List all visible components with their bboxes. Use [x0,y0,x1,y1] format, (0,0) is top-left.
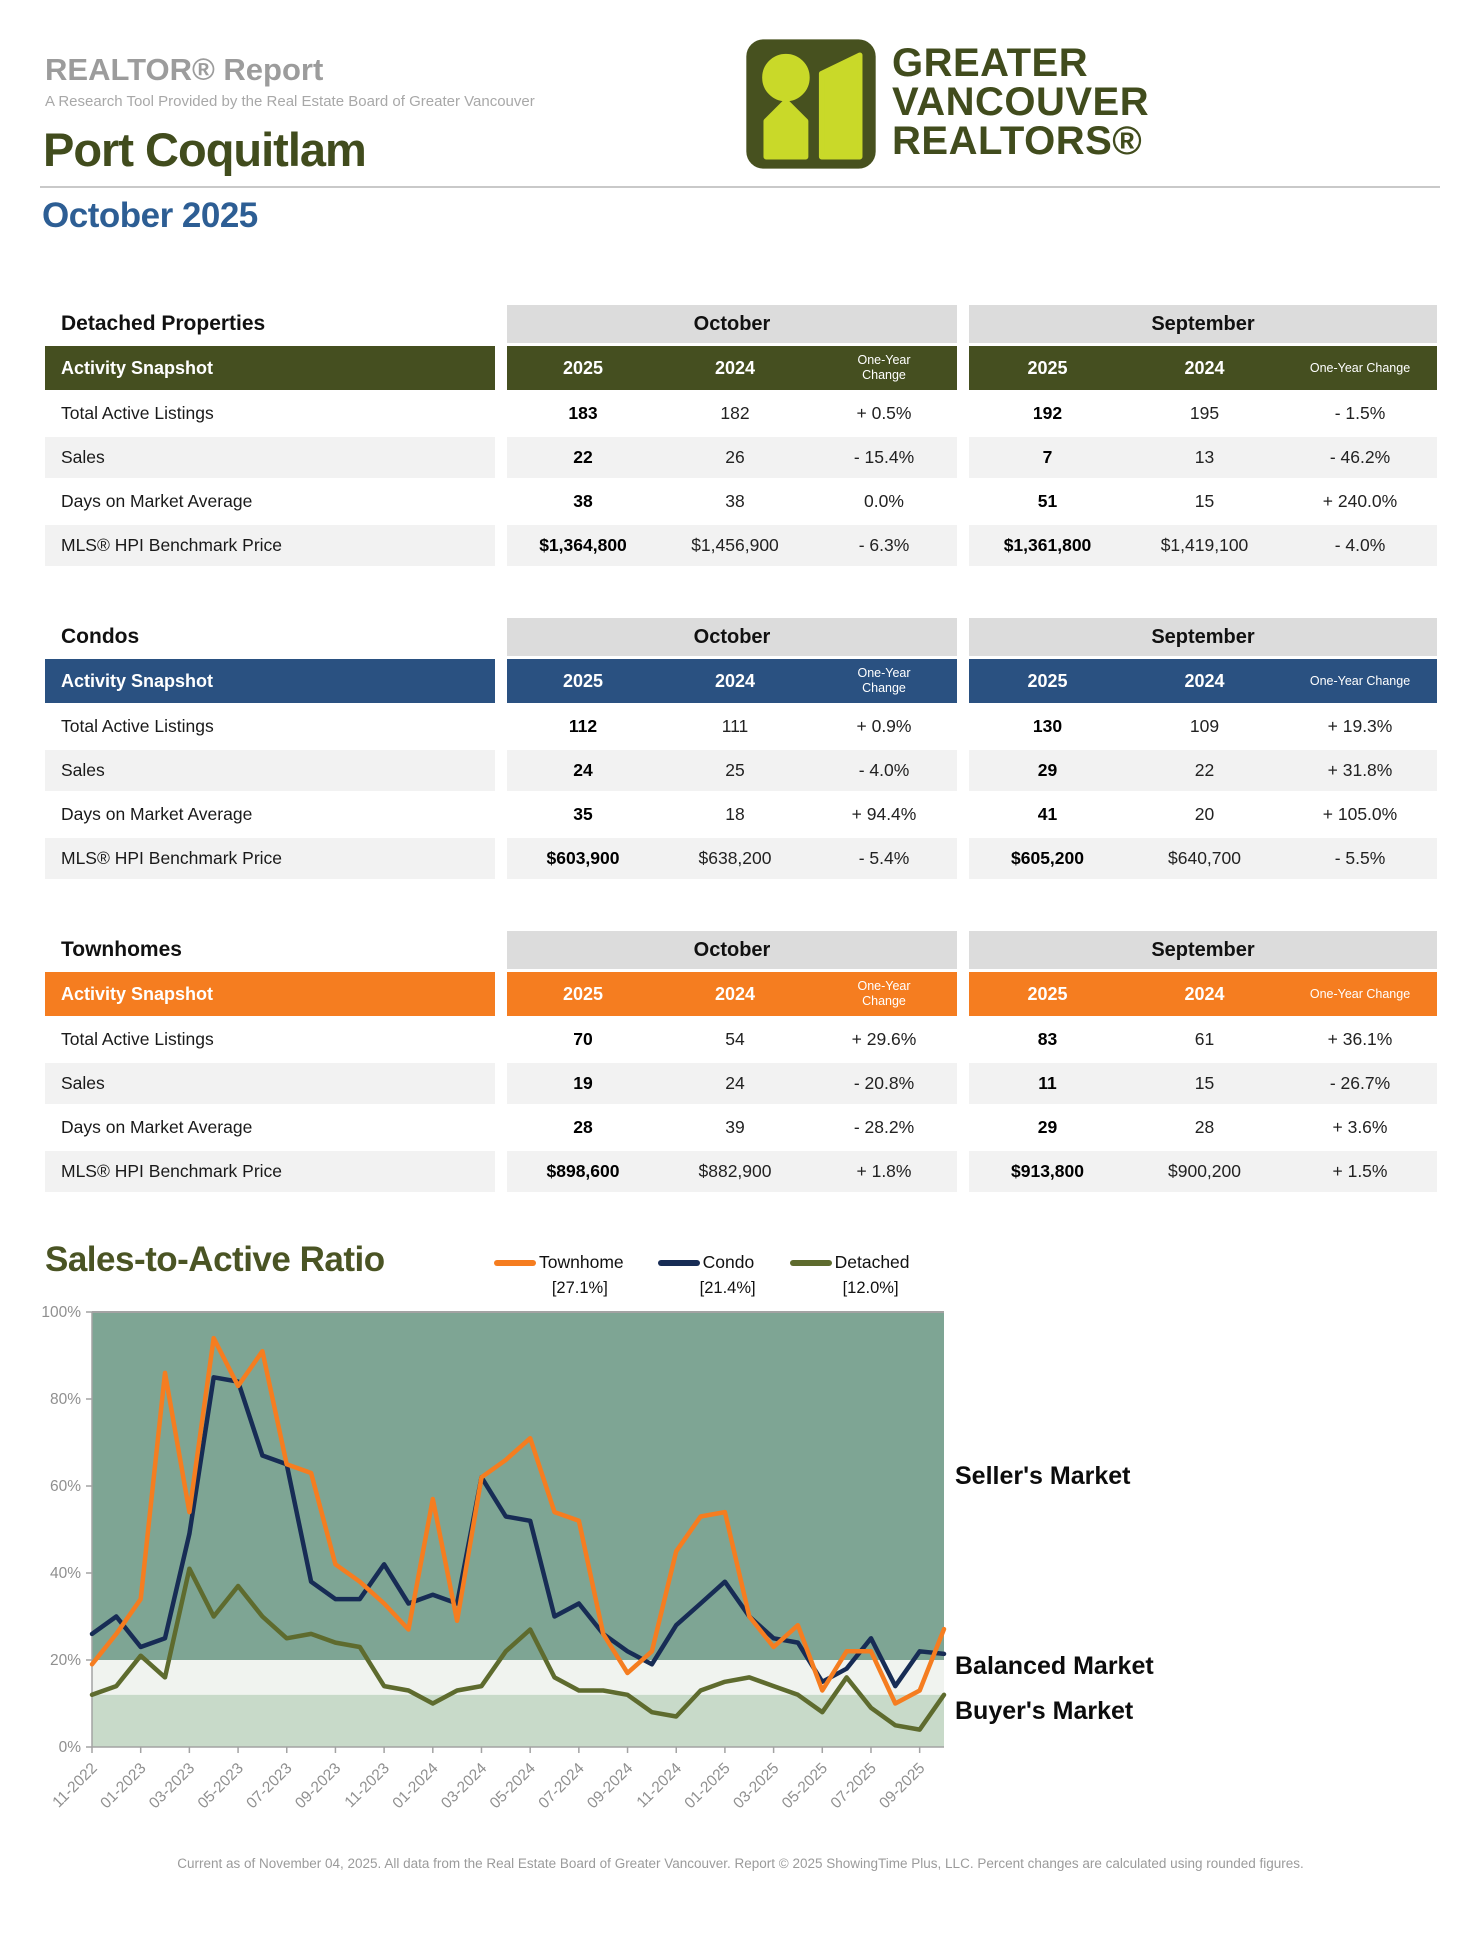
report-title: REALTOR® Report [45,52,324,87]
row-label: Days on Market Average [61,491,253,511]
value-cell: $1,364,800 [507,525,659,566]
activity-snapshot-label: Activity Snapshot [45,346,495,390]
value-cell: 18 [725,804,745,824]
value-cell: 51 [1037,491,1058,511]
section-title: Condos [61,625,140,648]
chart-title: Sales-to-Active Ratio [45,1240,385,1279]
column-gap [957,346,969,390]
area-title: Port Coquitlam [43,123,366,176]
value-cell: - 26.7% [1283,1063,1437,1104]
column-gap [495,618,507,656]
column-gap [957,305,969,343]
column-gap [957,437,969,478]
row-label: Total Active Listings [61,716,214,736]
row-label: Days on Market Average [61,1117,253,1137]
y-axis-label: 20% [49,1652,81,1669]
column-gap [495,525,507,566]
table-row [45,1019,1437,1060]
balanced-market-label: Balanced Market [955,1652,1154,1680]
value-cell: $898,600 [507,1151,659,1192]
value-cell: - 1.5% [1334,403,1386,423]
column-gap [495,706,507,747]
value-cell: - 6.3% [811,525,957,566]
x-axis-label: 09-2024 [584,1759,637,1813]
x-axis-label: 09-2023 [292,1759,345,1813]
value-cell: 182 [720,403,750,423]
table-row [45,525,1437,566]
year-header: 2025 [969,972,1126,1016]
row-label: Total Active Listings [61,1029,214,1049]
column-gap [495,838,507,879]
brand-line-1: GREATER [892,41,1089,85]
value-cell: $605,200 [969,838,1126,879]
year-header: 2025 [969,346,1126,390]
table-row [45,481,1437,522]
column-gap [495,481,507,522]
value-cell: 24 [659,1063,811,1104]
report-subtitle: A Research Tool Provided by the Real Estate Board of Greater Vancouver [45,93,535,110]
table-row [45,437,1437,478]
property-table [45,305,1437,569]
value-cell: - 28.2% [853,1117,915,1137]
x-axis-label: 05-2025 [778,1759,832,1813]
column-group-september: September [969,931,1437,969]
row-label: Days on Market Average [61,804,253,824]
value-cell: 7 [969,437,1126,478]
column-gap [495,750,507,791]
value-cell: 192 [1032,403,1063,423]
value-cell: - 4.0% [1283,525,1437,566]
property-table [45,618,1437,882]
y-axis-label: 100% [41,1304,81,1321]
value-cell: 19 [507,1063,659,1104]
table-header-row [45,346,1437,390]
value-cell: 24 [507,750,659,791]
table-row [45,1151,1437,1192]
value-cell: 39 [725,1117,745,1137]
value-cell: 111 [721,716,749,736]
value-cell: $900,200 [1126,1151,1283,1192]
x-axis-label: 03-2024 [438,1759,491,1813]
row-label: MLS® HPI Benchmark Price [45,525,495,566]
value-cell: + 1.8% [811,1151,957,1192]
x-axis-label: 07-2025 [827,1759,880,1813]
value-cell: 29 [969,750,1126,791]
row-label: Total Active Listings [61,403,214,423]
x-axis-label: 11-2023 [341,1759,393,1812]
year-header: 2024 [659,659,811,703]
table-row [45,838,1437,879]
column-gap [957,794,969,835]
value-cell: $882,900 [659,1151,811,1192]
value-cell: 61 [1194,1029,1215,1049]
legend-current-value: [12.0%] [842,1279,899,1297]
year-header: 2025 [507,659,659,703]
column-gap [957,1151,969,1192]
value-cell: 112 [568,716,598,736]
column-group-october: October [507,305,957,343]
year-header: 2024 [1126,346,1283,390]
value-cell: 15 [1126,1063,1283,1104]
column-gap [957,525,969,566]
value-cell: + 29.6% [851,1029,917,1049]
value-cell: 20 [1194,804,1215,824]
market-zone [92,1695,944,1747]
one-year-change-header: One-Year Change [1283,659,1437,703]
y-axis-label: 40% [49,1565,81,1582]
column-gap [957,393,969,434]
column-gap [957,706,969,747]
column-gap [495,305,507,343]
value-cell: 11 [969,1063,1126,1104]
value-cell: 109 [1189,716,1220,736]
value-cell: 38 [573,491,593,511]
row-label: MLS® HPI Benchmark Price [45,838,495,879]
column-gap [957,1107,969,1148]
table-row [45,1063,1437,1104]
table-row [45,1107,1437,1148]
value-cell: 38 [725,491,745,511]
value-cell: 70 [573,1029,593,1049]
table-row [45,750,1437,791]
value-cell: + 31.8% [1283,750,1437,791]
table-caption-row [45,618,1437,656]
value-cell: 28 [1194,1117,1215,1137]
year-header: 2024 [1126,659,1283,703]
x-axis-label: 11-2024 [633,1759,686,1812]
value-cell: $1,419,100 [1126,525,1283,566]
column-gap [957,481,969,522]
value-cell: 13 [1126,437,1283,478]
y-axis-label: 80% [49,1391,81,1408]
sellers-market-label: Seller's Market [955,1462,1131,1490]
section-title: Townhomes [61,938,182,961]
value-cell: + 105.0% [1322,804,1398,824]
value-cell: + 1.5% [1283,1151,1437,1192]
value-cell: + 19.3% [1327,716,1393,736]
legend-series-name: Condo [702,1252,755,1272]
value-cell: 130 [1032,716,1063,736]
x-axis-label: 03-2023 [145,1759,199,1813]
table-header-row [45,972,1437,1016]
buyers-market-label: Buyer's Market [955,1697,1134,1725]
column-gap [495,437,507,478]
x-axis-label: 01-2024 [389,1759,442,1813]
property-table [45,931,1437,1195]
one-year-change-header: One-Year Change [811,972,957,1016]
column-group-september: September [969,305,1437,343]
column-gap [957,972,969,1016]
table-caption-row [45,931,1437,969]
activity-snapshot-label: Activity Snapshot [45,659,495,703]
value-cell: 28 [573,1117,593,1137]
value-cell: 0.0% [864,491,904,511]
legend-series-name: Townhome [539,1252,624,1272]
value-cell: - 46.2% [1283,437,1437,478]
row-label: Sales [45,437,495,478]
column-group-september: September [969,618,1437,656]
x-axis-label: 09-2025 [876,1759,929,1813]
x-axis-label: 05-2024 [486,1759,539,1813]
column-gap [957,931,969,969]
column-gap [495,393,507,434]
column-gap [495,1107,507,1148]
column-gap [495,794,507,835]
sales-to-active-chart [0,1240,1481,1860]
value-cell: $1,361,800 [969,525,1126,566]
value-cell: $638,200 [659,838,811,879]
brand-wordmark [892,41,1150,163]
value-cell: 26 [659,437,811,478]
value-cell: 183 [568,403,598,423]
column-gap [957,659,969,703]
column-gap [495,1019,507,1060]
column-gap [957,1063,969,1104]
year-header: 2025 [969,659,1126,703]
year-header: 2024 [659,346,811,390]
value-cell: 35 [573,804,593,824]
x-axis-label: 03-2025 [730,1759,783,1813]
legend-series-name: Detached [834,1252,910,1272]
column-gap [957,1019,969,1060]
value-cell: + 94.4% [851,804,917,824]
year-header: 2024 [1126,972,1283,1016]
one-year-change-header: One-Year Change [811,659,957,703]
value-cell: $640,700 [1126,838,1283,879]
column-gap [495,972,507,1016]
x-axis-label: 07-2024 [535,1759,588,1813]
table-header-row [45,659,1437,703]
x-axis-label: 05-2023 [194,1759,247,1813]
value-cell: - 5.5% [1283,838,1437,879]
one-year-change-header: One-Year Change [1283,346,1437,390]
column-group-october: October [507,931,957,969]
column-gap [495,1151,507,1192]
table-row [45,393,1437,434]
row-label: Sales [45,1063,495,1104]
value-cell: $603,900 [507,838,659,879]
gvr-logo-icon [745,38,877,170]
table-row [45,706,1437,747]
x-axis-label: 07-2023 [243,1759,296,1813]
value-cell: - 5.4% [811,838,957,879]
row-label: Sales [45,750,495,791]
value-cell: + 0.9% [856,716,912,736]
table-caption-row [45,305,1437,343]
value-cell: 25 [659,750,811,791]
column-gap [495,1063,507,1104]
x-axis-label: 01-2023 [97,1759,150,1813]
column-gap [957,838,969,879]
footer-disclaimer: Current as of November 04, 2025. All data from the Real Estate Board of Greater Vancouver. Report © 2025 ShowingTime Plus, LLC. Percent changes are calculated using rounded figures. [177,1856,1304,1871]
value-cell: $913,800 [969,1151,1126,1192]
value-cell: 22 [507,437,659,478]
x-axis-label: 01-2025 [681,1759,734,1813]
y-axis-label: 60% [49,1478,81,1495]
value-cell: 29 [1037,1117,1058,1137]
column-group-october: October [507,618,957,656]
value-cell: $1,456,900 [659,525,811,566]
value-cell: 15 [1194,491,1215,511]
brand-line-2: VANCOUVER [892,80,1150,124]
legend-current-value: [21.4%] [699,1279,756,1297]
value-cell: 195 [1189,403,1220,423]
column-gap [957,618,969,656]
value-cell: 41 [1037,804,1058,824]
brand-line-3: REALTORS® [892,119,1143,163]
year-header: 2025 [507,972,659,1016]
year-header: 2025 [507,346,659,390]
x-axis-label: 11-2022 [49,1759,101,1812]
header-divider [40,186,1440,188]
month-heading: October 2025 [42,196,258,235]
column-gap [495,346,507,390]
column-gap [957,750,969,791]
legend-current-value: [27.1%] [551,1279,608,1297]
value-cell: 54 [725,1029,745,1049]
y-axis-label: 0% [58,1739,81,1756]
column-gap [495,659,507,703]
column-gap [495,931,507,969]
value-cell: - 4.0% [811,750,957,791]
section-title: Detached Properties [61,312,266,335]
one-year-change-header: One-Year Change [1283,972,1437,1016]
activity-snapshot-label: Activity Snapshot [45,972,495,1016]
value-cell: 83 [1037,1029,1058,1049]
table-row [45,794,1437,835]
value-cell: - 20.8% [811,1063,957,1104]
value-cell: + 0.5% [856,403,912,423]
value-cell: + 36.1% [1327,1029,1393,1049]
value-cell: + 3.6% [1332,1117,1388,1137]
year-header: 2024 [659,972,811,1016]
value-cell: + 240.0% [1322,491,1398,511]
value-cell: 22 [1126,750,1283,791]
row-label: MLS® HPI Benchmark Price [45,1151,495,1192]
one-year-change-header: One-Year Change [811,346,957,390]
value-cell: - 15.4% [811,437,957,478]
